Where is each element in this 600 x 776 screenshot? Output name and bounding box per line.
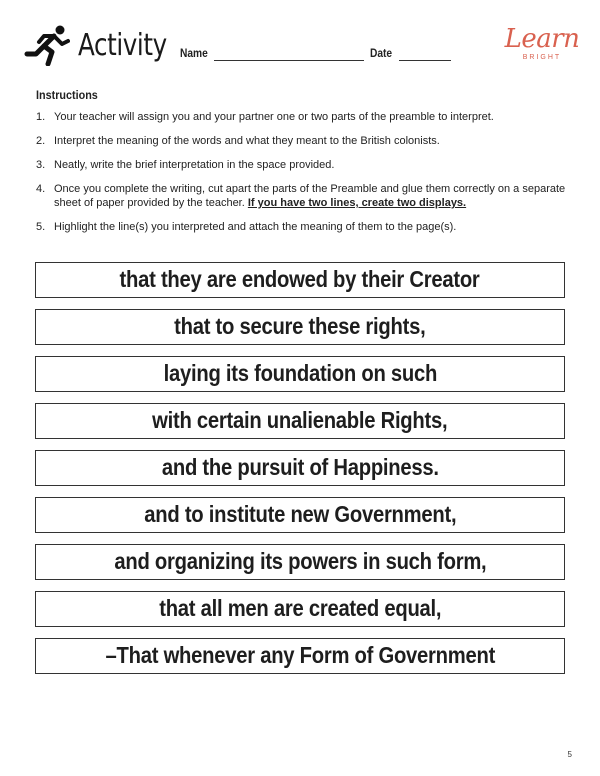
instruction-step xyxy=(36,158,576,172)
instructions-list xyxy=(36,110,576,244)
instructions-heading: Instructions xyxy=(36,88,98,102)
step-number: 4. xyxy=(36,183,46,195)
strip-text: and to institute new Government, xyxy=(143,501,457,527)
preamble-strip xyxy=(35,450,565,486)
step-text: Interpret the meaning of the words and what they meant to the British colonists. xyxy=(54,135,440,147)
preamble-strips xyxy=(35,262,565,685)
page-number: 5 xyxy=(567,750,572,759)
preamble-strip xyxy=(35,309,565,345)
strip-text: –That whenever any Form of Government xyxy=(105,642,495,668)
strip-text: and the pursuit of Happiness. xyxy=(161,454,439,480)
preamble-strip xyxy=(35,544,565,580)
logo-tagline: BRIGHT xyxy=(522,54,562,61)
strip-text: that they are endowed by their Creator xyxy=(119,266,481,292)
instruction-step xyxy=(36,182,576,210)
strip-text: that to secure these rights, xyxy=(174,313,426,339)
step-text: Highlight the line(s) you interpreted and attach the meaning of them to the page(s). xyxy=(54,221,457,233)
preamble-strip xyxy=(35,638,565,674)
date-field[interactable] xyxy=(399,60,451,61)
strip-text: with certain unalienable Rights, xyxy=(152,407,448,433)
name-field[interactable] xyxy=(214,60,364,61)
preamble-strip xyxy=(35,591,565,627)
logo-word: Learn xyxy=(504,24,580,54)
name-label: Name xyxy=(180,46,208,60)
strip-text: that all men are created equal, xyxy=(158,595,442,621)
instruction-step xyxy=(36,134,576,148)
step-emphasis: If you have two lines, create two displays. xyxy=(247,197,467,209)
step-text: Neatly, write the brief interpretation in the space provided. xyxy=(54,159,335,171)
instruction-step xyxy=(36,110,576,124)
running-person-icon xyxy=(24,24,70,66)
preamble-strip xyxy=(35,497,565,533)
preamble-strip xyxy=(35,403,565,439)
step-text: Once you complete the writing, cut apart the parts of the Preamble and glue them correctly on a separate sheet of paper provided by the teacher. xyxy=(54,183,566,209)
step-number: 3. xyxy=(36,159,46,171)
strip-text: and organizing its powers in such form, xyxy=(113,548,487,574)
date-label: Date xyxy=(370,46,393,60)
strip-text: laying its foundation on such xyxy=(163,360,437,386)
learn-bright-logo xyxy=(504,22,580,66)
instruction-step xyxy=(36,220,576,234)
step-number: 2. xyxy=(36,135,46,147)
preamble-strip xyxy=(35,262,565,298)
preamble-strip xyxy=(35,356,565,392)
page-header xyxy=(24,22,580,72)
step-number: 1. xyxy=(36,111,46,123)
step-text: Your teacher will assign you and your partner one or two parts of the preamble to interpret. xyxy=(54,111,494,123)
activity-title: Activity xyxy=(78,28,167,63)
step-number: 5. xyxy=(36,221,46,233)
